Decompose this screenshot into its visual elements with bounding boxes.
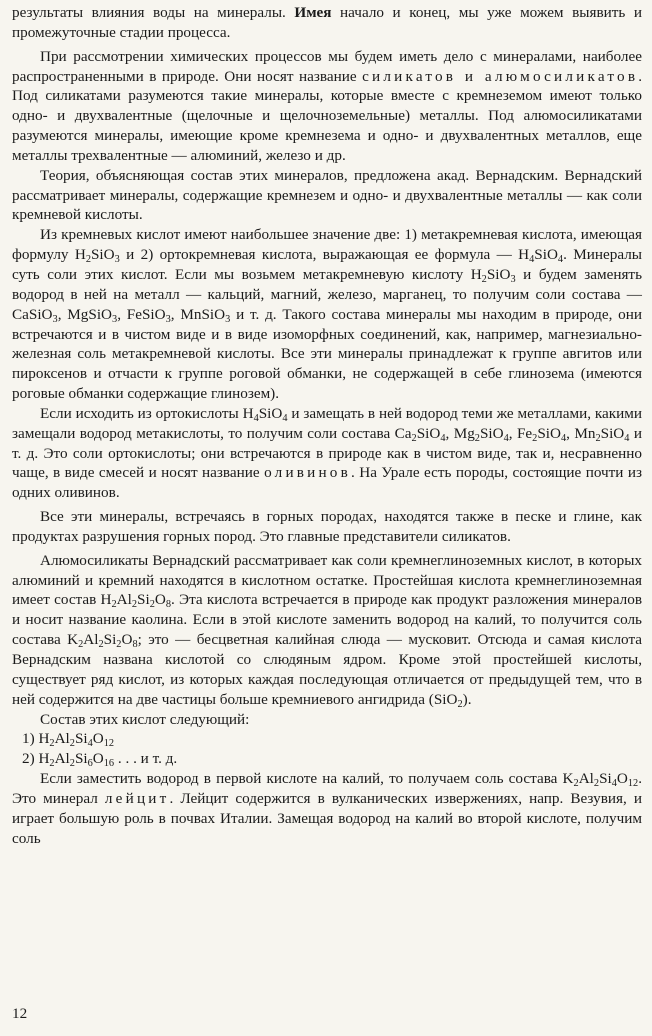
formula-list-item: 1) $H_2Al_2Si_4O_{12}$	[22, 730, 115, 750]
paragraph: Все эти минералы, встречаясь в горных породах, находятся также в песке и глине, как продуктах разрушения горных пород. Это главные представители силикатов.	[12, 508, 642, 545]
formula-list-item: 2) $H_2Al_2Si_6O_{16}$ . . . и т. д.	[22, 750, 178, 770]
paragraph: Теория, объясняющая состав этих минералов, предложена акад. Вернадским. Вернадский рассматривает минералы, содержащие кремнезем и одно- и двухвалентные металлы — как соли кремневой кислоты.	[12, 166, 642, 224]
paragraph: Если заместить водород в первой кислоте на калий, то получаем соль состава $K_2Al_2Si_4O_{12}$. Это минерал лейцит. Лейцит содержится в вулканических извержениях, напр. Везувия, и играет большую роль в почвах Италии. Замещая водород на калий во второй кислоте, получим соль	[12, 770, 643, 847]
paragraph: результаты влияния воды на минералы. Имея начало и конец, мы уже можем выявить и промежуточные стадии процесса.	[12, 4, 642, 41]
paragraph: Алюмосиликаты Вернадский рассматривает как соли кремнеглиноземных кислот, в которых алюминий и кремний находятся в кислотном остатке. Простейшая кислота кремнеглиноземная имеет состав $H_2Al_2Si_2O_8$. Эта кислота встречается в природе как продукт разложения минералов и носит название каолина. Если в этой кислоте заменить водород на калий, то получится соль состава $K_2Al_2Si_2O_8$; это — бесцветная калийная слюда — мусковит. Отсюда и самая кислота Вернадским названа кислотой со слюдяным ядром. Кроме этой простейшей кислоты, существует ряд кислот, из которых каждая последующая отличается от предыдущей тем, что в ней содержится на две частицы больше кремниевого ангидрида (SiO$_2$).	[12, 551, 643, 710]
paragraph: При рассмотрении химических процессов мы будем иметь дело с минералами, наиболее распространенными в природе. Они носят название силикатов и алюмосиликатов. Под силикатами разумеются такие минералы, которые вместе с кремнеземом имеют только одно- и двухвалентные (щелочные и щелочноземельные) металлы. Под алюмосиликатами разумеются минералы, имеющие кроме кремнезема и одно- и двухвалентных металлов, еще металлы трехвалентные — алюминий, железо и др.	[12, 47, 642, 164]
paragraph: Если исходить из ортокислоты $H_4SiO_4$ и замещать в ней водород теми же металлами, какими замещали водород метакислоты, то получим соли состава $Ca_2SiO_4$, $Mg_2SiO_4$, $Fe_2SiO_4$, $Mn_2SiO_4$ и т. д. Это соли ортокислоты; они встречаются в природе как в чистом виде, так и, несравненно чаще, в виде смесей и носят название оливинов. На Урале есть породы, состоящие почти из одних оливинов.	[12, 404, 643, 502]
paragraph: Состав этих кислот следующий:	[40, 710, 250, 728]
paragraph: Из кремневых кислот имеют наибольшее значение две: 1) метакремневая кислота, имеющая формулу $H_2SiO_3$ и 2) ортокремневая кислота, выражающая ее формула — $H_4SiO_4$. Минералы суть соли этих кислот. Если мы возьмем метакремневую кислоту $H_2SiO_3$ и будем заменять водород в ней на металл — кальций, магний, железо, марганец, то получим соли состава — CaSiO$_3$, MgSiO$_3$, FeSiO$_3$, MnSiO$_3$ и т. д. Такого состава минералы мы находим в природе, они встречаются и в чистом виде и в виде изоморфных соединений, как, например, магнезиально-железная соль метакремневой кислоты. Все эти минералы принадлежат к группе авгитов или пироксенов и отчасти к группе роговой обманки, не содержащей в себе глинозема (имеются роговые обманки содержащие глинозем).	[12, 226, 643, 403]
page-number: 12	[12, 1005, 28, 1022]
